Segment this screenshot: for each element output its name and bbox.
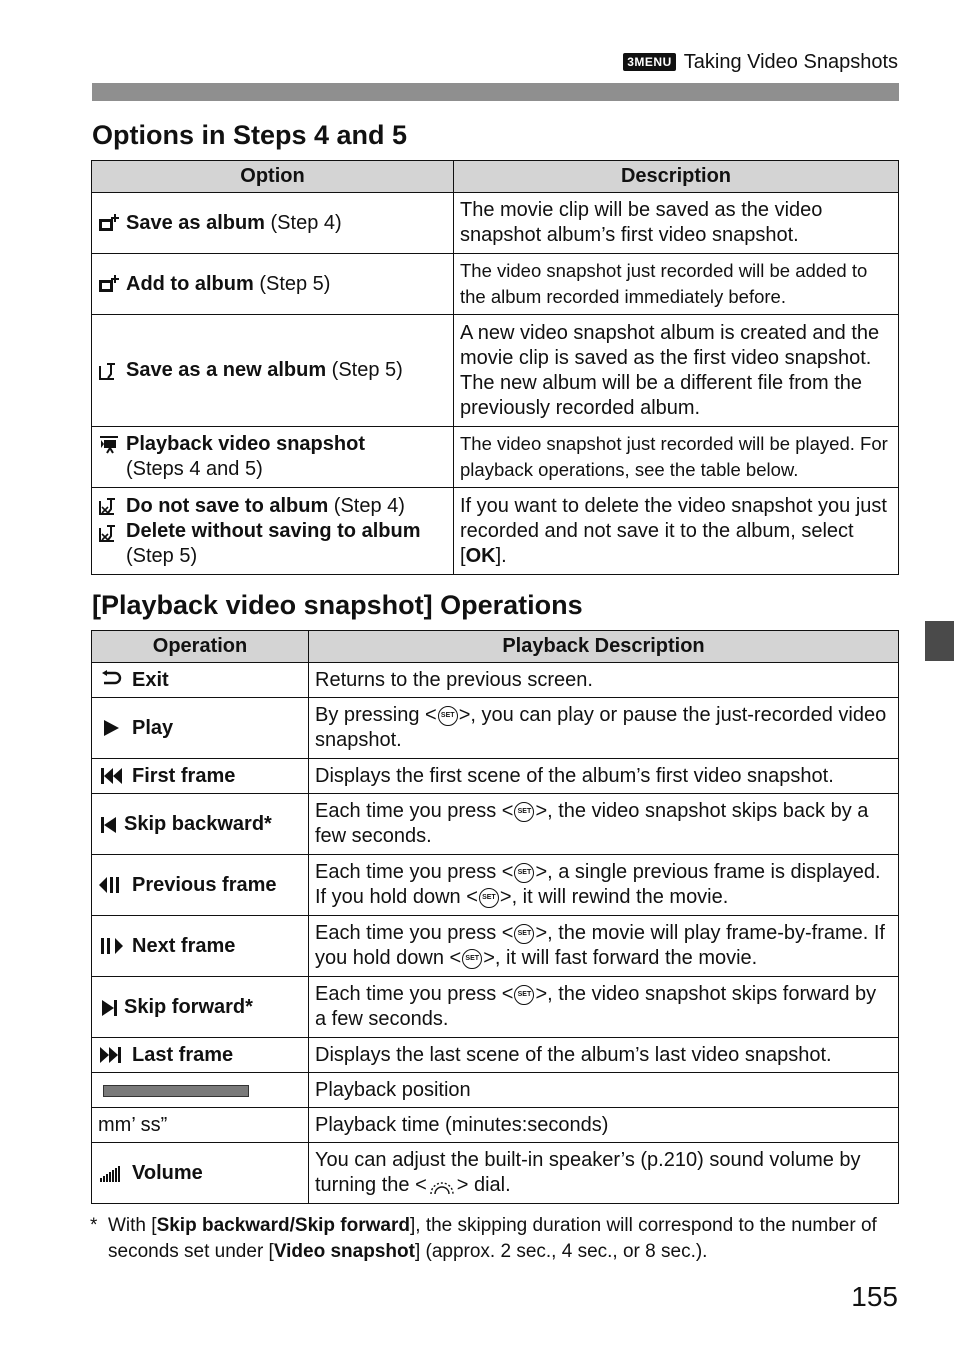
option-step: (Step 5) xyxy=(253,272,331,295)
description-cell xyxy=(309,698,899,759)
table-row xyxy=(92,759,899,794)
table-row xyxy=(92,315,899,427)
set-button-icon: SET xyxy=(514,863,534,883)
option-label: Playback video snapshot xyxy=(126,433,365,455)
option-step: (Step 4) xyxy=(264,211,342,234)
exit-icon xyxy=(98,670,124,690)
operation-label: Next frame xyxy=(132,934,236,957)
operation-cell xyxy=(92,1143,309,1204)
table-row xyxy=(92,977,899,1038)
description-cell xyxy=(309,855,899,916)
description-text: > dial. xyxy=(456,1174,511,1196)
main-dial-icon xyxy=(427,1176,457,1196)
next-frame-icon xyxy=(98,936,124,956)
description-text: >, the video snapshot skips back by a few seconds. xyxy=(315,800,869,847)
operation-cell: mm’ ss” xyxy=(92,1108,309,1143)
page-number: 155 xyxy=(851,1281,898,1312)
operation-label: Play xyxy=(132,716,174,739)
operations-table xyxy=(91,630,899,1204)
option-step: (Step 5) xyxy=(326,359,403,381)
description-text: If you want to delete the video snapshot you just recorded and not save it to the album, select [ xyxy=(460,494,887,567)
play-icon xyxy=(98,718,124,738)
description-text: >, the movie will play frame-by-frame. If you hold down < xyxy=(315,922,885,969)
table-row xyxy=(92,488,899,575)
option-step: (Steps 4 and 5) xyxy=(126,458,263,480)
menu-icon: 3MENU xyxy=(623,53,676,71)
description-cell xyxy=(309,977,899,1038)
footnote-text: ] (approx. 2 sec., 4 sec., or 8 sec.). xyxy=(414,1241,708,1262)
set-button-icon: SET xyxy=(438,706,458,726)
description-cell: The movie clip will be saved as the video snapshot album’s first video snapshot. xyxy=(454,193,899,254)
option-label: Do not save to album xyxy=(126,494,329,517)
description-text: Each time you press < xyxy=(315,861,514,883)
save-album-icon xyxy=(98,212,120,234)
description-text: Each time you press < xyxy=(315,922,514,944)
description-cell: A new video snapshot album is created and the movie clip is saved as the first video snapshot. The new album will be a different file from the previously recorded album. xyxy=(454,315,899,427)
table-row xyxy=(92,1038,899,1073)
option-cell xyxy=(92,193,454,254)
set-button-icon: SET xyxy=(479,888,499,908)
option-cell xyxy=(92,488,454,575)
footnote-text: With [ xyxy=(108,1215,157,1236)
footnote-bold: Video snapshot xyxy=(273,1241,415,1262)
operation-label: Last frame xyxy=(132,1043,234,1066)
operation-cell xyxy=(92,855,309,916)
set-button-icon: SET xyxy=(462,949,482,969)
description-text: Each time you press < xyxy=(315,800,514,822)
description-text: By pressing < xyxy=(315,704,437,726)
table-row xyxy=(92,1108,899,1143)
description-text: >, you can play or pause the just-recorded video snapshot. xyxy=(315,704,887,751)
operation-label: Volume xyxy=(132,1161,203,1184)
running-header xyxy=(623,48,898,76)
table-row xyxy=(92,855,899,916)
operation-cell xyxy=(92,916,309,977)
description-text: Each time you press < xyxy=(315,983,514,1005)
options-table xyxy=(91,160,899,575)
table-row xyxy=(92,427,899,488)
set-button-icon: SET xyxy=(514,924,534,944)
description-cell xyxy=(309,916,899,977)
operation-label: Skip forward* xyxy=(124,995,253,1018)
header-rule xyxy=(92,83,899,101)
column-header-operation: Operation xyxy=(92,631,309,663)
set-button-icon: SET xyxy=(514,802,534,822)
operation-cell xyxy=(92,1073,309,1108)
operation-cell xyxy=(92,698,309,759)
option-cell xyxy=(92,427,454,488)
description-cell xyxy=(454,488,899,575)
operation-cell xyxy=(92,977,309,1038)
last-frame-icon xyxy=(98,1045,124,1065)
description-cell: The video snapshot just recorded will be added to the album recorded immediately before. xyxy=(454,254,899,315)
first-frame-icon xyxy=(98,766,124,786)
header-title: Taking Video Snapshots xyxy=(683,50,898,73)
table-row xyxy=(92,698,899,759)
table-row xyxy=(92,916,899,977)
operation-cell xyxy=(92,1038,309,1073)
table-row xyxy=(92,1073,899,1108)
table-row xyxy=(92,663,899,698)
table-row xyxy=(92,794,899,855)
description-cell xyxy=(309,1143,899,1204)
description-text: >, the video snapshot skips forward by a few seconds. xyxy=(315,983,877,1030)
description-text: You can adjust the built-in speaker’s (p.210) sound volume by turning the < xyxy=(315,1149,861,1196)
description-cell: The video snapshot just recorded will be played. For playback operations, see the table below. xyxy=(454,427,899,488)
option-label: Save as a new album xyxy=(126,359,327,381)
section-title-operations: [Playback video snapshot] Operations xyxy=(92,590,583,620)
table-row xyxy=(92,254,899,315)
table-header-row xyxy=(92,161,899,193)
footnote-marker: * xyxy=(90,1215,98,1236)
add-album-icon xyxy=(98,273,120,295)
playback-position-bar xyxy=(103,1085,249,1097)
volume-icon xyxy=(98,1163,124,1183)
ok-label: OK xyxy=(465,544,496,567)
option-cell xyxy=(92,315,454,427)
chapter-tab xyxy=(925,621,954,661)
option-label: Save as album xyxy=(126,211,265,234)
delete-without-saving-icon xyxy=(98,522,120,544)
new-album-icon xyxy=(98,360,120,382)
option-cell xyxy=(92,254,454,315)
operation-label: Skip backward* xyxy=(124,812,272,835)
description-cell: Playback position xyxy=(309,1073,899,1108)
footnote-bold: Skip backward/Skip forward xyxy=(156,1215,410,1236)
skip-forward-icon xyxy=(98,997,120,1017)
table-header-row xyxy=(92,631,899,663)
section-title-options: Options in Steps 4 and 5 xyxy=(92,120,408,150)
table-row xyxy=(92,193,899,254)
operation-cell xyxy=(92,663,309,698)
footnote-text: ], the skipping duration will correspond to the number of seconds set under [ xyxy=(108,1215,877,1262)
previous-frame-icon xyxy=(98,875,124,895)
operation-label: First frame xyxy=(132,764,236,787)
set-button-icon: SET xyxy=(514,985,534,1005)
operation-cell xyxy=(92,794,309,855)
description-cell: Returns to the previous screen. xyxy=(309,663,899,698)
option-label: Delete without saving to album xyxy=(126,519,421,542)
description-cell: Displays the first scene of the album’s first video snapshot. xyxy=(309,759,899,794)
operation-label: Exit xyxy=(132,668,169,691)
description-text: >, it will rewind the movie. xyxy=(499,886,729,908)
playback-snapshot-icon xyxy=(98,434,120,456)
description-cell: Playback time (minutes:seconds) xyxy=(309,1108,899,1143)
operation-label: Previous frame xyxy=(132,873,277,896)
option-step: (Step 4) xyxy=(328,494,405,517)
description-text: ]. xyxy=(495,544,507,567)
column-header-description: Description xyxy=(454,161,899,193)
do-not-save-icon xyxy=(98,495,120,517)
option-step: (Step 5) xyxy=(126,544,198,567)
description-cell xyxy=(309,794,899,855)
option-label: Add to album xyxy=(126,272,254,295)
description-cell: Displays the last scene of the album’s last video snapshot. xyxy=(309,1038,899,1073)
column-header-playback-description: Playback Description xyxy=(309,631,899,663)
footnote xyxy=(90,1213,880,1265)
table-row xyxy=(92,1143,899,1204)
operation-cell xyxy=(92,759,309,794)
skip-backward-icon xyxy=(98,814,120,834)
column-header-option: Option xyxy=(92,161,454,193)
description-text: >, it will fast forward the movie. xyxy=(483,947,758,969)
description-text: >, a single previous frame is displayed. If you hold down < xyxy=(315,861,881,908)
